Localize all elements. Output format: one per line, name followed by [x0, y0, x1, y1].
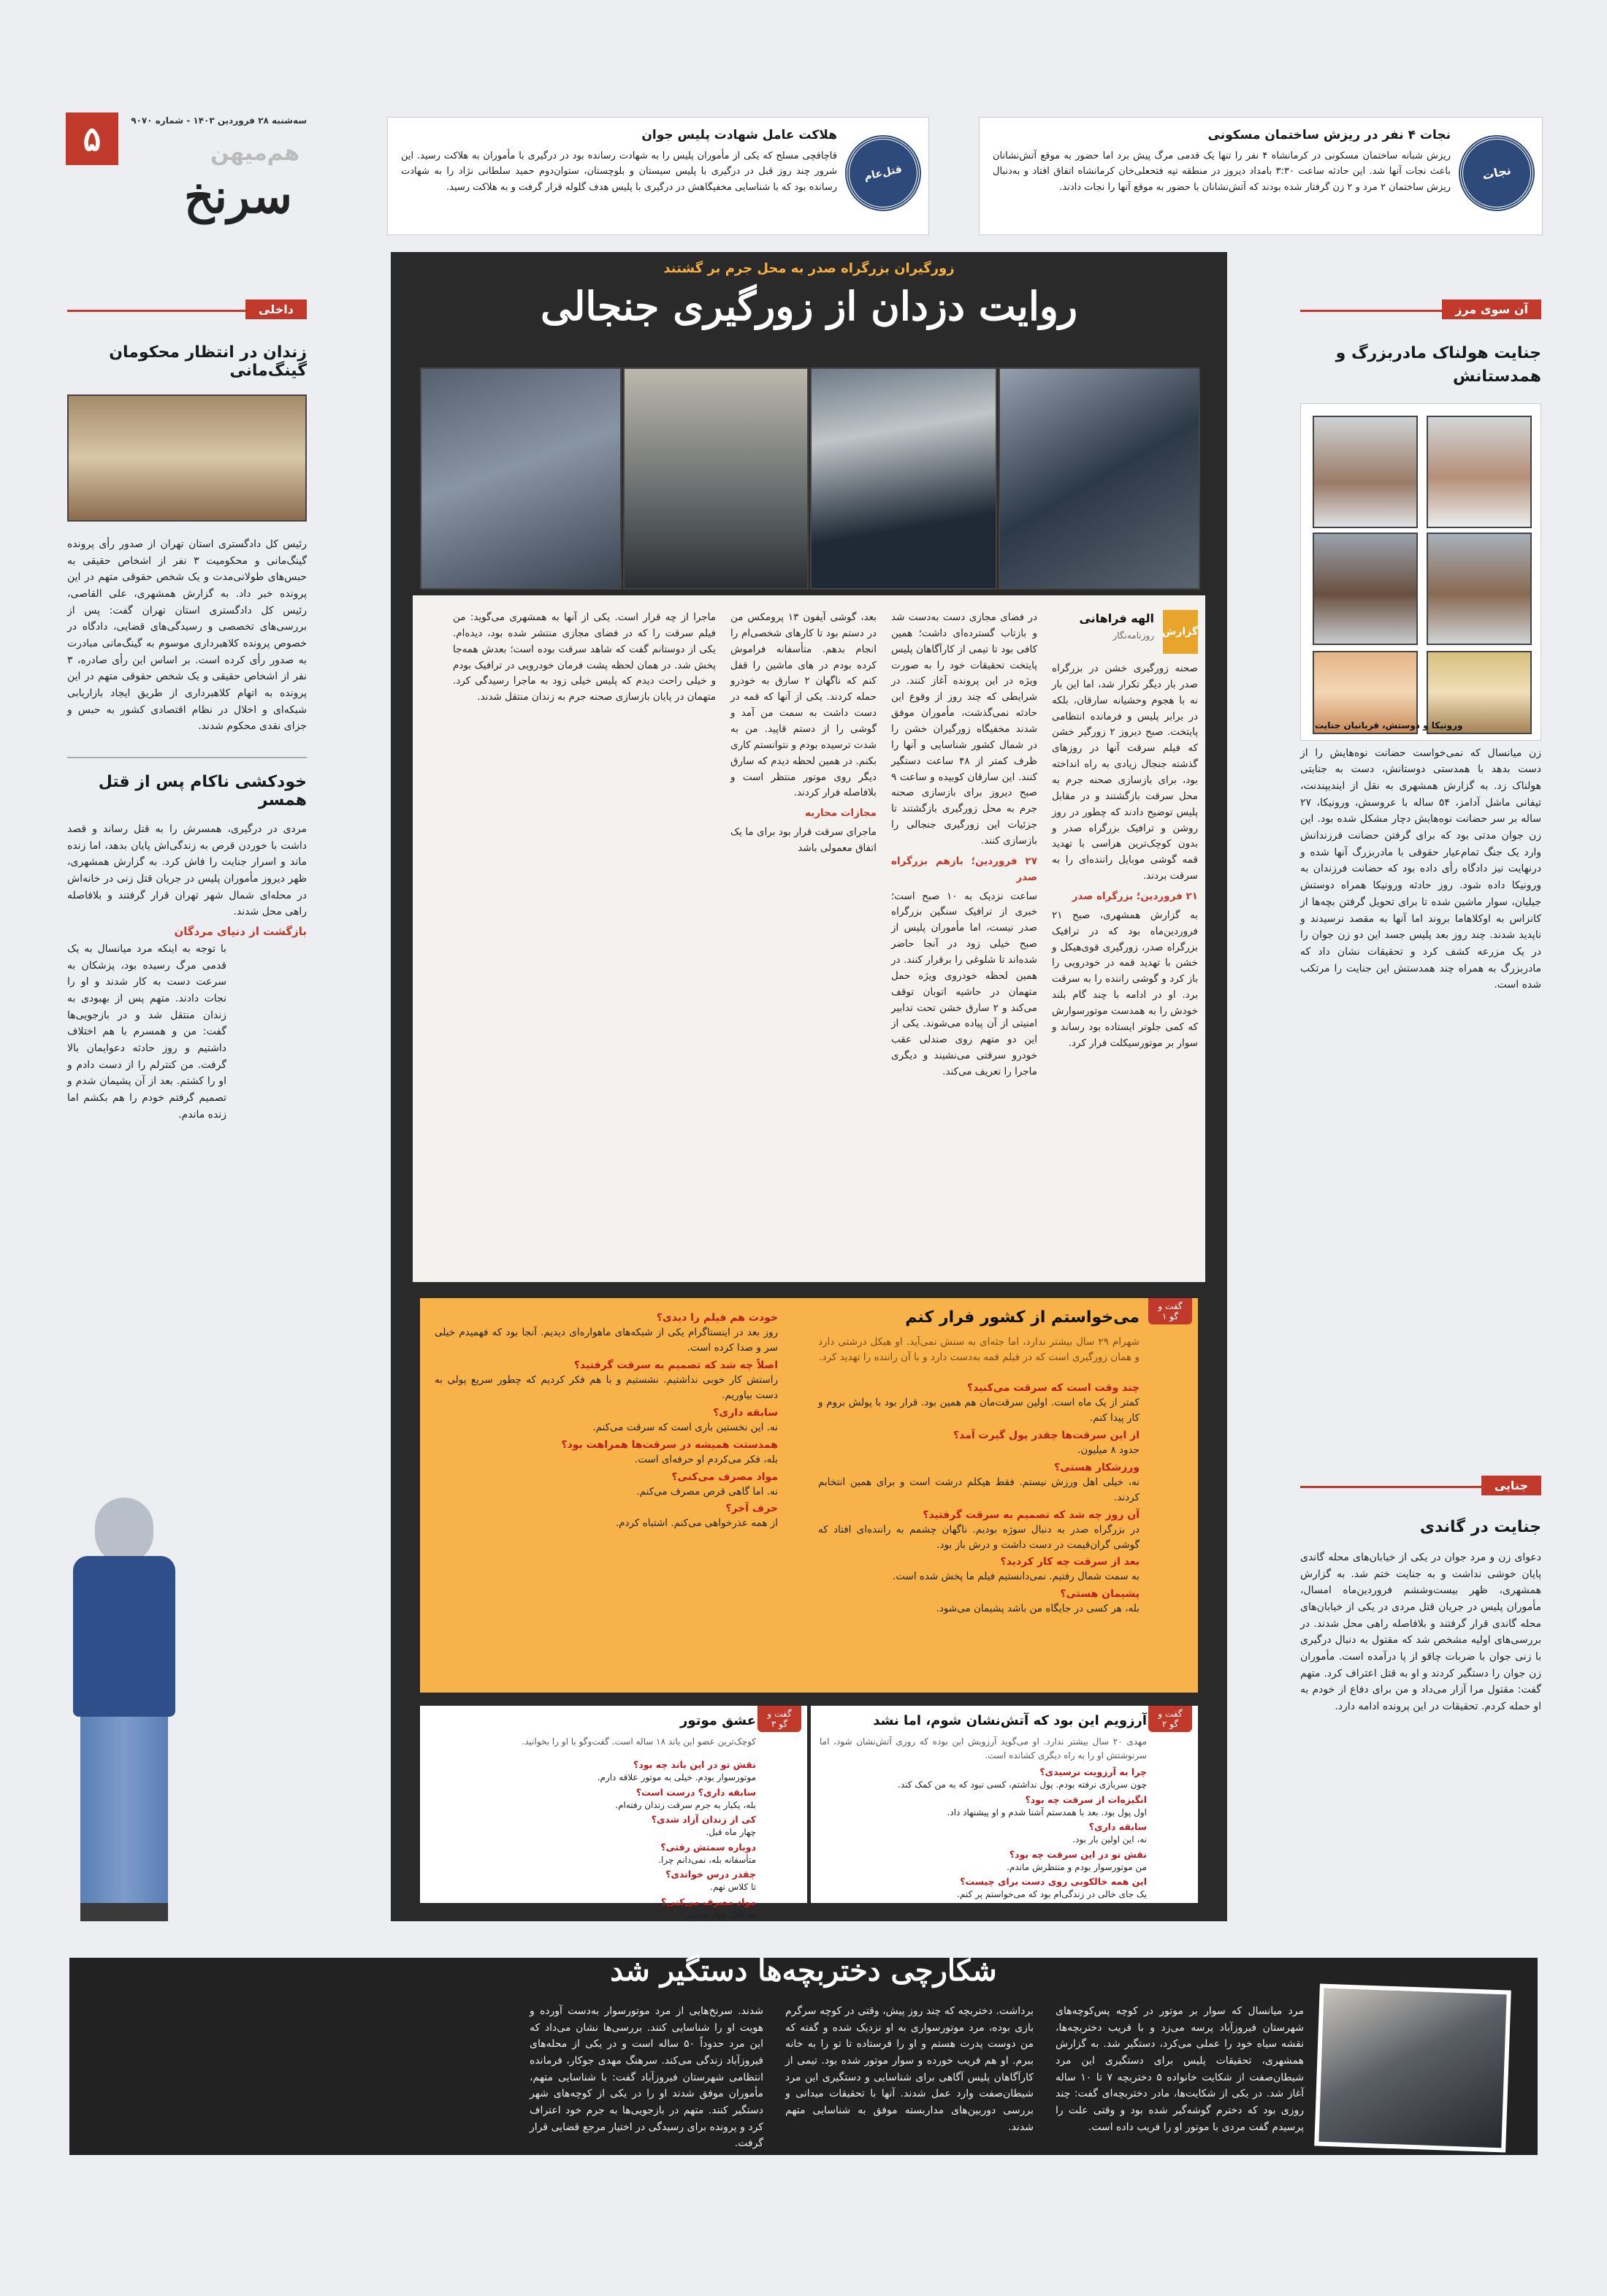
story-body: زن میانسال که نمی‌خواست حضانت نوه‌هایش را از دست بدهد با همدستی دوستانش، دست به جنایتی هولناک زد. به گزارش همشهری به نقل از ایندیپندنت، تیفانی ماشل آدامز، ۵۴ ساله با عروسش، ورونیکا، ۲۷ ساله بر سر حضانت نوه‌هایش دچار مشکل شده بود. این زن جوان مدتی بود که برای گرفتن حضانت فرزندانش وارد یک جنگ تمام‌عیار حقوقی با مادربزرگ آنها شده و درنهایت نیز دادگاه رأی داده بود که حضانت فرزندان به ورونیکا داده شود. روز حادثه ورونیکا همراه دوستش جیلیان، سوار ماشین شده تا برای تحویل گرفتن بچه‌ها از کانزاس به اوکلاهاما بروند اما آنها به مقصد نرسیدند و ناپدید شدند. چند روز بعد پلیس جسد این دو زن جوان را در یک مزرعه کشف کرد و تحقیقات نشان داد که مادربزرگ به همراه چند همدستش این جنایت را مرتکب شده است.	[1300, 747, 1541, 991]
mugshot-photo	[1313, 416, 1418, 528]
stamp-icon: نجات	[1454, 130, 1541, 217]
news-body: ریزش شبانه ساختمان مسکونی در کرمانشاه ۴ نفر را تنها یک قدمی مرگ پیش برد اما حضور به موقع آتش‌نشانان باعث نجات آنها شد. این حادثه ساعت ۳:۳۰ بامداد دیروز در منطقه تپه فتحعلی‌خان کرمانشاه اتفاق افتاد و به‌دنبال ریزش ساختمان ۲ مرد و ۲ زن گرفتار شده بودند که آتش‌نشانان با حضور به موقع آنها را نجات دادند.	[993, 150, 1451, 193]
story-body: با توجه به اینکه مرد میانسال به یک قدمی مرگ رسیده بود، پزشکان به سرعت دست به کار شدند و او را نجات دادند. متهم پس از بهبودی به زندان منتقل شد و در بازجویی‌ها گفت: من و همسرم با هم اختلاف داشتیم و روز حادثه دعوایمان بالا گرفت. من کنترلم را از دست دادم و او را کشتم. بعد از آن پشیمان شدم و تصمیم گرفتم خودم را هم بکشم اما زنده ماندم.	[67, 943, 226, 1121]
subheading: ۲۱ فروردین؛ بزرگراه صدر	[1072, 890, 1198, 903]
headline: روایت دزدان از زورگیری جنجالی	[540, 283, 1078, 329]
top-news-box	[387, 117, 929, 235]
story-column: در فضای مجازی دست به‌دست شد و بازتاب گسترده‌ای داشت؛ همین کافی بود تا تیمی از کارآگاهان پلیس پایتخت تحقیقات خود را به صورت ویژه در این پرونده آغاز کنند. در شرایطی که چند روز از وقوع این حادثه نمی‌گذشت، مأموران موفق شدند مخفیگاه زورگیران خشن را در شمال کشور شناسایی و آنها را ظرف کمتر از ۴۸ ساعت دستگیر کنند. این سارقان کوبیده و ساعت ۹ صبح دیروز برای بازسازی صحنه جرم به محل زورگیری بازگشتند تا جزئیات این زورگیری جنجالی را بازسازی کنند. ۲۷ فروردین؛ بازهم بزرگراه صدر ساعت نزدیک به ۱۰ صبح است؛ خبری از ترافیک سنگین بزرگراه صدر نیست، اما مأموران پلیس از صبح خیلی زود در آنجا حاضر شده‌اند تا شلوغی را برقرار کنند. در همین لحظه خودروی ویژه حمل متهمان در حاشیه اتوبان توقف می‌کند و ۲ سارق خشن تحت تدابیر امنیتی از آن پیاده می‌شوند. یکی از این دو متهم روی صندلی عقب خودرو سرقتی می‌نشیند و دیگری ماجرا را تعریف می‌کند.	[891, 611, 1037, 1078]
qa-list: خودت هم فیلم را دیدی؟ روز بعد در اینستاگرام یکی از شبکه‌های ماهواره‌ای دیدیم. آنجا بود که فهمیدم خیلی سر و صدا کرده است. اصلاً چه شد که تصمیم به سرقت گرفتید؟ راستش کار خوبی نداشتیم. نشستیم و با هم فکر کردیم که چطور سریع پولی به دست بیاوریم. سابقه داری؟ نه. این نخستین باری است که سرقت می‌کنم. همدستت همیشه در سرقت‌ها همراهت بود؟ بله، فکر می‌کردم او حرفه‌ای است. مواد مصرف می‌کنی؟ نه. اما گاهی قرص مصرف می‌کنم. حرف آخر؟ از همه عذرخواهی می‌کنم. اشتباه کردم.	[435, 1312, 778, 1530]
qa-list: نقش تو در این باند چه بود؟ موتورسوار بودم. خیلی به موتور علاقه دارم. سابقه داری؟ درست است؟ بله، یکبار به جرم سرقت زندان رفته‌ام. کی از زندان آزاد شدی؟ چهار ماه قبل. دوباره سمتش رفتی؟ متأسفانه بله، نمی‌دانم چرا. چقدر درس خواندی؟ تا کلاس نهم. مواد مصرف می‌کنی؟ نه، اهل مواد نیستم.	[597, 1759, 756, 1920]
interview-title: عشق موتور	[680, 1713, 756, 1728]
story-title: جنایت هولناک مادربزرگ و همدستانش	[1335, 344, 1541, 386]
interview-lead: کوچک‌ترین عضو این باند ۱۸ ساله است. گفت‌وگو با او را بخوانید.	[522, 1736, 756, 1747]
interview-main	[420, 1298, 1198, 1693]
interview-lead: مهدی ۲۰ سال بیشتر ندارد. او می‌گوید آرزویش این بوده که روزی آتش‌نشان شود، اما سرنوشتش او را به راه دیگری کشانده است.	[820, 1736, 1147, 1761]
author: الهه فراهانی	[1079, 611, 1154, 625]
news-body: قاچاقچی مسلح که یکی از مأموران پلیس را به شهادت رسانده بود در درگیری با مأموران به هلاکت رسید. این شرور چند روز قبل در درگیری با پلیس سیستان و بلوچستان، ستوان‌دوم حمید سلطانی نژاد را به شهادت رسانده بود که با شناسایی مخفیگاهش در درگیری با پلیس هدف گلوله قرار گرفت و به هلاکت رسید.	[401, 150, 837, 193]
story-body: دعوای زن و مرد جوان در یکی از خیابان‌های محله گاندی پایان خوشی نداشت و به جنایت ختم شد. به گزارش همشهری، ظهر بیست‌وششم فروردین‌ماه امسال، مأموران پلیس در جریان قتل مردی در یکی از خیابان‌های محله گاندی قرار گرفتند و بلافاصله راهی محل شدند. در بررسی‌های اولیه مشخص شد که مقتول به دنبال درگیری با زنی جوان با ضربات چاقو از پا درآمده است. مأموران زن جوان را دستگیر کردند و او به قتل اعتراف کرد. متهم گفت: مقتول مرا آزار می‌داد و من برای دفاع از خودم به او حمله کردم. تحقیقات در این پرونده ادامه دارد.	[1300, 1552, 1541, 1713]
author-role: روزنامه‌نگار	[1112, 630, 1154, 641]
mugshot-photo	[1427, 533, 1532, 645]
story-column: صحنه زورگیری خشن در بزرگراه صدر بار دیگر تکرار شد، اما این بار نه با هجوم وحشیانه سارقان، بلکه در برابر پلیس و فرمانده انتظامی پایتخت. صبح دیروز ۲ زورگیر خشن که فیلم سرقت آنها در روزهای گذشته جنجال زیادی به راه انداخته بود، برای بازسازی صحنه جرم به محل سرقت بازگشتند و در مقابل پلیس توضیح دادند که چطور در روز روشن و ترافیک بزرگراه صدر و بدون کوچک‌ترین هراسی با تهدید قمه گوشی موبایل راننده‌ای را به سرقت بردند. ۲۱ فروردین؛ بزرگراه صدر به گزارش همشهری، صبح ۲۱ فروردین‌ماه بود که در ترافیک بزرگراه صدر، زورگیری قوی‌هیکل و خشن با تهدید قمه در خودرویی را باز کرد و گوشی راننده را به سرقت برد. او در ادامه با چند گام بلند خودش را به همدست موتورسوارش که کمی جلوتر ایستاده بود رساند و سوار بر موتورسیکلت فرار کرد.	[1052, 663, 1198, 1049]
headline-kicker: زورگیران بزرگراه صدر به محل جرم بر گشتند	[663, 261, 955, 276]
story-title: زندان در انتظار محکومان گینگ‌مانی	[109, 343, 307, 380]
story-title: جنایت در گاندی	[1419, 1518, 1541, 1536]
bottom-column: شدند. سرنخ‌هایی از مرد موتورسوار به‌دست آورده و هویت او را شناسایی کنند. بررسی‌ها نشان می‌داد که این مرد حدوداً ۵۰ ساله است و در یکی از محله‌های فیروزآباد زندگی می‌کند. سرهنگ مهدی جوکار، فرمانده انتظامی شهرستان فیروزآباد گفت: با شناسایی متهم، مأموران موفق شدند او را در یکی از کوچه‌های شهر دستگیر کنند. متهم در بازجویی‌ها به جرم خود اعتراف کرد و پرونده برای رسیدگی در اختیار مرجع قضایی قرار گرفت.	[530, 2005, 764, 2150]
bottom-story	[69, 1953, 1538, 2155]
subheading: ۲۷ فروردین؛ بازهم بزرگراه صدر	[891, 855, 1037, 883]
suspect-photo	[58, 1498, 190, 1921]
story-column: بعد، گوشی آیفون ۱۳ پرومکس من در دستم بود تا کارهای شخصی‌ام را انجام بدهم. متأسفانه فراموش کرده بودم در های ماشین را قفل کنم که ناگهان ۲ سارق به خودرو حمله کردند. یکی از آنها که قمه در دست داشت به سمت من آمد و گوشی را از دستم قاپید. من به شدت ترسیده بودم و نتوانستم کاری بکنم. در همین لحظه دیدم که سارق دیگر روی موتور منتظر است و بلافاصله فرار کردند. مجازات محاربه ماجرای سرقت قرار بود برای ما یک اتفاق معمولی باشد	[730, 611, 877, 855]
subheading: بازگشت از دنیای مردگان	[174, 925, 307, 939]
section-tag: داخلی	[245, 300, 307, 319]
qa-list: چند وقت است که سرقت می‌کنید؟ کمتر از یک ماه است. اولین سرقت‌مان هم همین بود. قرار بود با پولش بروم و کار پیدا کنم. از این سرقت‌ها چقدر پول گیرت آمد؟ حدود ۸ میلیون. ورزشکار هستی؟ نه، خیلی اهل ورزش نیستم. فقط هیکلم درشت است و برای همین انتخابم کردند. آن روز چه شد که تصمیم به سرقت گرفتید؟ در بزرگراه صدر به دنبال سوژه بودیم. ناگهان چشمم به راننده‌ای افتاد که گوشی گران‌قیمت در دست داشت و درش باز بود. بعد از سرقت چه کار کردید؟ به سمت شمال رفتیم. نمی‌دانستیم فیلم ما پخش شده است. پشیمان هستی؟ بله، هر کسی در جایگاه من باشد پشیمان می‌شود.	[818, 1382, 1140, 1615]
issue-line: سه‌شنبه ۲۸ فروردین ۱۴۰۳ - شماره ۹۰۷۰	[131, 115, 307, 126]
photo-caption: ورونیکا و دوستش، قربانیان جنایت	[1315, 720, 1463, 731]
interview-badge: گفت و گو ۳	[757, 1706, 801, 1732]
section-tag: آن سوی مرز	[1442, 300, 1541, 319]
interview-right	[420, 1706, 807, 1920]
section-tag: جنایی	[1481, 1476, 1541, 1495]
stamp-icon: قتل‌عام	[840, 130, 927, 217]
news-title: هلاکت عامل شهادت پلیس جوان	[641, 128, 837, 142]
story-column: ماجرا از چه قرار است. یکی از آنها به همشهری می‌گوید: من فیلم سرقت را که در فضای مجازی منتشر شده بود، دیده‌ام. یکی از دوستانم گفت که شاهد سرقت بوده است؛ بعدش همه‌جا پخش شد. در همان لحظه پشت فرمان خودرویی در ترافیک بودم و خیلی راحت دیدم که پلیس خیلی زود به ماجرا رسیدگی کرد. متهمان در پایان بازسازی صحنه جرم به زندان منتقل شدند.	[453, 611, 716, 703]
left-column	[67, 300, 307, 1950]
story-body: مردی در درگیری، همسرش را به قتل رساند و قصد داشت با خوردن قرص به زندگی‌اش پایان بدهد، اما زنده ماند و اسرار جنایت را فاش کرد. به گزارش همشهری، ظهر دیروز مأموران پلیس در جریان قتل زنی در خانه‌اش در محله‌ای شمال شهر تهران قرار گرفتند و بلافاصله راهی محل شدند.	[67, 823, 307, 918]
section-logo: سرنخ	[183, 169, 292, 224]
court-photo	[67, 394, 307, 522]
story-title: خودکشی ناکام پس از قتل همسر	[98, 773, 307, 810]
interview-badge: گفت و گو ۱	[1148, 1298, 1192, 1324]
suspect-photo	[1314, 1983, 1511, 2152]
story-photo	[810, 367, 997, 590]
right-column	[1300, 300, 1541, 1929]
subheading: مجازات محاربه	[804, 807, 877, 820]
main-story	[391, 252, 1227, 1921]
bottom-column: مرد میانسال که سوار بر موتور در کوچه پس‌کوچه‌های شهرستان فیروزآباد پرسه می‌زد و با فریب دختربچه‌ها، نقشه سیاه خود را عملی می‌کرد، دستگیر شد. به گزارش همشهری، تحقیقات پلیس برای دستگیری این مرد شیطان‌صفت از شکایت خانواده ۵ دختربچه ۷ تا ۱۰ ساله آغاز شد. در یکی از شکایت‌ها، مادر دختربچه‌ای گفت: چند روزی بود که دخترم گوشه‌گیر شده بود و وقتی علت را پرسیدم گفت مردی با موتور او را فریب داده است.	[1056, 2005, 1304, 2133]
page-number-box: ۵	[66, 112, 118, 165]
bottom-column: برداشت. دختربچه که چند روز پیش، وقتی در کوچه سرگرم بازی بوده، مرد موتورسواری به او نزدیک شده و گفته که من دوست پدرت هستم و او را فرستاده تا تو را به خانه ببرم. او هم فریب خورده و سوار موتور شده بود. تیمی از کارآگاهان پلیس آگاهی برای شناسایی و دستگیری این مرد شیطان‌صفت وارد عمل شدند. آنها با تحقیقات میدانی و بررسی دوربین‌های مداربسته موفق به شناسایی متهم شدند.	[785, 2005, 1034, 2133]
story-photo	[420, 367, 622, 590]
interview-left	[811, 1706, 1198, 1903]
qa-list: چرا به آرزویت نرسیدی؟ چون سربازی نرفته بودم. پول نداشتم، کسی نبود که به من کمک کند. انگیزه‌ات از سرقت چه بود؟ اول پول بود. بعد با همدستم آشنا شدم و او پیشنهاد داد. سابقه داری؟ نه، این اولین بار بود. نقش تو در این سرقت چه بود؟ من موتورسوار بودم و منتظرش ماندم. این همه خالکوبی روی دست برای چیست؟ یک جای خالی در زندگی‌ام بود که می‌خواستم پر کنم.	[898, 1766, 1147, 1900]
interview-lead: شهرام ۲۹ سال بیشتر ندارد، اما جثه‌ای به سنش نمی‌آید. او هیکل درشتی دارد و همان زورگیری است که در فیلم قمه به‌دست دارد و با آن راننده را تهدید کرد.	[818, 1336, 1140, 1363]
bottom-headline: شکارچی دختربچه‌ها دستگیر شد	[610, 1953, 997, 1988]
mugshot-photo	[1313, 533, 1418, 645]
news-title: نجات ۴ نفر در ریزش ساختمان مسکونی	[1207, 128, 1451, 142]
story-photo	[999, 367, 1200, 590]
interview-title: می‌خواستم از کشور فرار کنم	[905, 1308, 1140, 1327]
paper-name: هم‌میهن	[210, 140, 299, 166]
section-block	[1300, 1476, 1541, 1715]
divider	[67, 757, 307, 758]
mugshot-photo	[1427, 416, 1532, 528]
story-photo	[623, 367, 809, 590]
top-news-box	[979, 117, 1543, 235]
story-body: رئیس کل دادگستری استان تهران از صدور رأی پرونده گینگ‌مانی و محکومیت ۳ نفر از اشخاص حقیقی به حبس‌های طولانی‌مدت و یک شخص حقوقی متهم در این پرونده خبر داد. به گزارش همشهری، علی القاصی، رئیس کل دادگستری استان تهران گفت: پس از بررسی‌های تخصصی و رسیدگی‌های قضایی، دادگاه در خصوص پرونده کلاهبرداری موسوم به گینگ‌مانی مبادرت به صدور رأی کرده است. بر اساس این رأی صادره، ۳ نفر از اشخاص حقیقی و یک شخص حقوقی متهم در این پرونده به اتهام کلاهبرداری از طریق ایجاد بازاریابی شبکه‌ای و اخلال در نظام اقتصادی کشور به حبس و جزای نقدی محکوم شدند.	[67, 538, 307, 733]
report-label: گزارش	[1163, 610, 1198, 654]
interview-badge: گفت و گو ۲	[1148, 1706, 1192, 1732]
mugshots	[1300, 403, 1541, 741]
interview-title: آرزویم این بود که آتش‌نشان شوم، اما نشد	[873, 1713, 1147, 1728]
masthead	[66, 111, 307, 235]
